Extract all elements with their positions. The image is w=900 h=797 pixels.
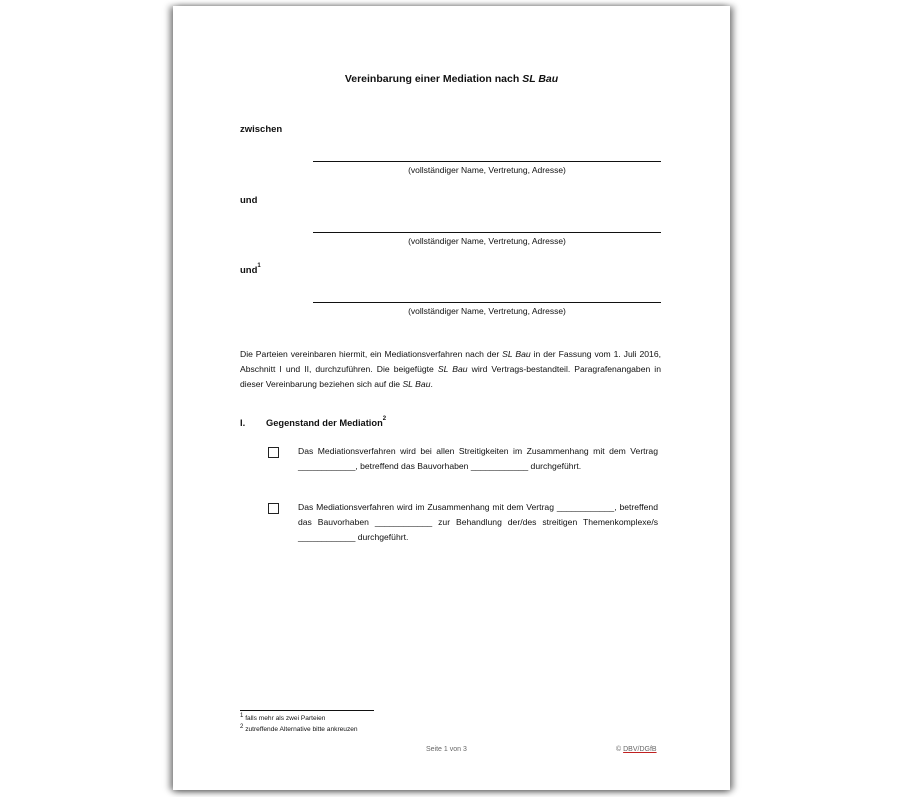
option-text-1: Das Mediationsverfahren wird bei allen Streitigkeiten im Zusammenhang mit dem Vertrag ____________, betreffend das Bauvorhaben ____________ durchgeführt. bbox=[298, 446, 658, 471]
document-title: Vereinbarung einer Mediation nach SL Bau bbox=[344, 73, 559, 85]
intro-paragraph: Die Parteien vereinbaren hiermit, ein Mediationsverfahren nach der SL Bau in der Fassung vom 1. Juli 2016, Abschnitt I und II, durchzuführen. Die beigefügte SL Bau wird Vertrags-bestandteil. Paragrafenangaben in dieser Vereinbarung beziehen sich auf die SL Bau. bbox=[240, 349, 661, 389]
title-italic: SL Bau bbox=[522, 73, 559, 85]
party-caption-3: (vollständiger Name, Vertretung, Adresse) bbox=[408, 306, 566, 316]
footnote-1: $^1$ falls mehr als zwei Parteien bbox=[240, 713, 326, 722]
party-caption-2: (vollständiger Name, Vertretung, Adresse) bbox=[408, 236, 566, 246]
page-number: Seite 1 von 3 bbox=[426, 746, 467, 753]
option-text-2: Das Mediationsverfahren wird im Zusammenhang mit dem Vertrag ____________, betreffend das Bauvorhaben ____________ zur Behandlung der/des streitigen Themenkomplexe/s ____________ durchgeführt. bbox=[298, 502, 658, 542]
footnote-ref-1: 1 bbox=[257, 263, 261, 269]
section-title: Gegenstand der Mediation$^2$ bbox=[266, 416, 387, 428]
footnote-2: $^2$ zutreffende Alternative bitte ankreuzen bbox=[240, 724, 358, 733]
document-page bbox=[173, 6, 730, 790]
option-checkbox-1[interactable] bbox=[268, 447, 279, 458]
signature-line-3 bbox=[313, 302, 661, 303]
footnote-separator bbox=[240, 710, 374, 711]
copyright-notice: © DBV/DGfB bbox=[616, 746, 657, 753]
option-checkbox-2[interactable] bbox=[268, 503, 279, 514]
footnote-ref-2: 2 bbox=[382, 416, 387, 422]
section-number: I. bbox=[240, 418, 246, 428]
signature-line-2 bbox=[313, 232, 661, 233]
party-label-2: und bbox=[240, 195, 258, 206]
party-caption-1: (vollständiger Name, Vertretung, Adresse) bbox=[408, 165, 566, 175]
party-label-3: und$^1$ bbox=[240, 263, 261, 276]
party-label-1: zwischen bbox=[240, 124, 283, 135]
signature-line-1 bbox=[313, 161, 661, 162]
